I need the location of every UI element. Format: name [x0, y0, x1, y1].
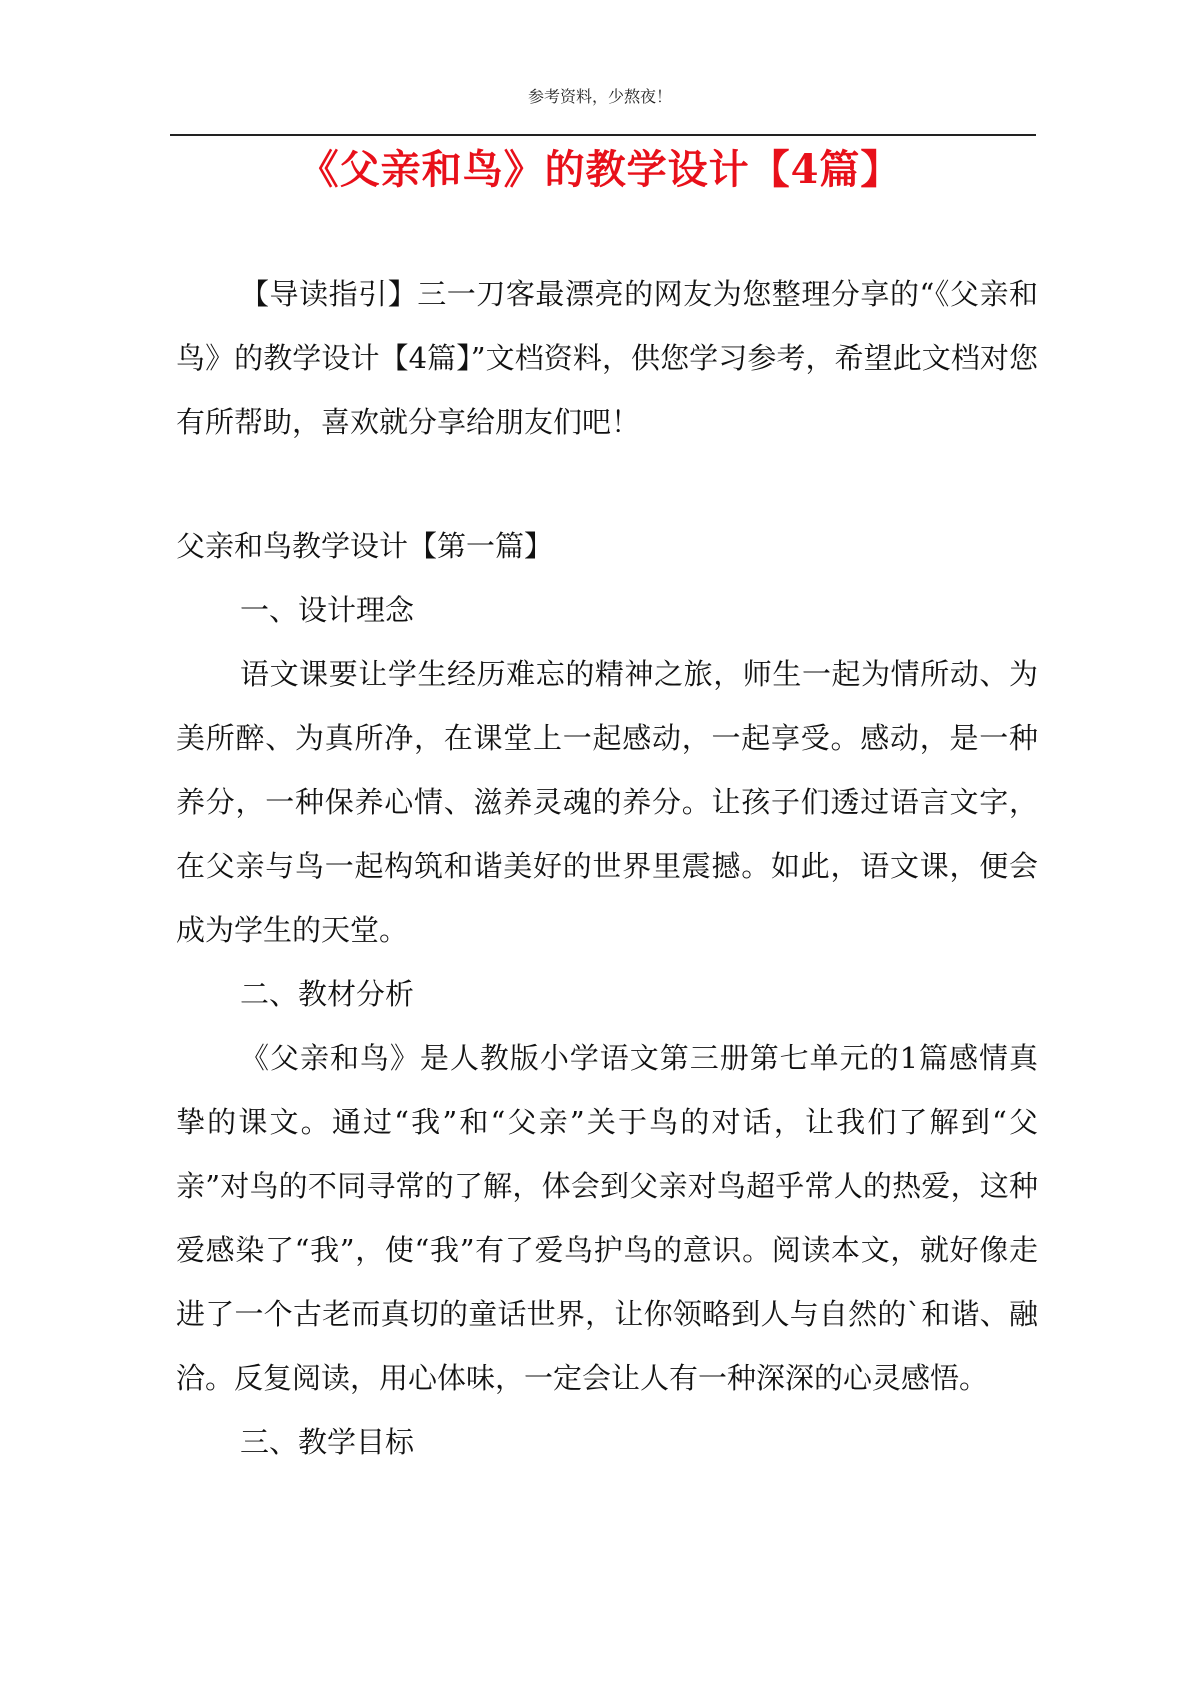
header-divider: [170, 134, 1036, 136]
section-heading-teaching-goals: 三、教学目标: [240, 1425, 415, 1459]
intro-paragraph: 【导读指引】三一刀客最漂亮的网友为您整理分享的“《父亲和鸟》的教学设计【4篇】”文档资料，供您学习参考，希望此文档对您有所帮助，喜欢就分享给朋友们吧！: [176, 277, 1038, 439]
section-heading-design-concept: 一、设计理念: [240, 593, 415, 627]
document-body: [176, 262, 1038, 1474]
section-body-design-concept: 语文课要让学生经历难忘的精神之旅，师生一起为情所动、为美所醉、为真所净，在课堂上一起感动，一起享受。感动，是一种养分，一种保养心情、滋养灵魂的养分。让孩子们透过语言文字，在父亲与鸟一起构筑和谐美好的世界里震撼。如此，语文课，便会成为学生的天堂。: [176, 657, 1038, 947]
part-title: 父亲和鸟教学设计【第一篇】: [176, 529, 554, 563]
document-title: 《父亲和鸟》的教学设计【4篇】: [298, 146, 902, 193]
section-heading-material-analysis: 二、教材分析: [240, 977, 415, 1011]
header-note: 参考资料，少熬夜！: [527, 87, 672, 106]
section-body-material-analysis: 《父亲和鸟》是人教版小学语文第三册第七单元的1篇感情真挚的课文。通过“我”和“父亲”关于鸟的对话，让我们了解到“父亲”对鸟的不同寻常的了解，体会到父亲对鸟超乎常人的热爱，这种爱感染了“我”，使“我”有了爱鸟护鸟的意识。阅读本文，就好像走进了一个古老而真切的童话世界，让你领略到人与自然的`和谐、融洽。反复阅读，用心体味，一定会让人有一种深深的心灵感悟。: [176, 1041, 1038, 1395]
